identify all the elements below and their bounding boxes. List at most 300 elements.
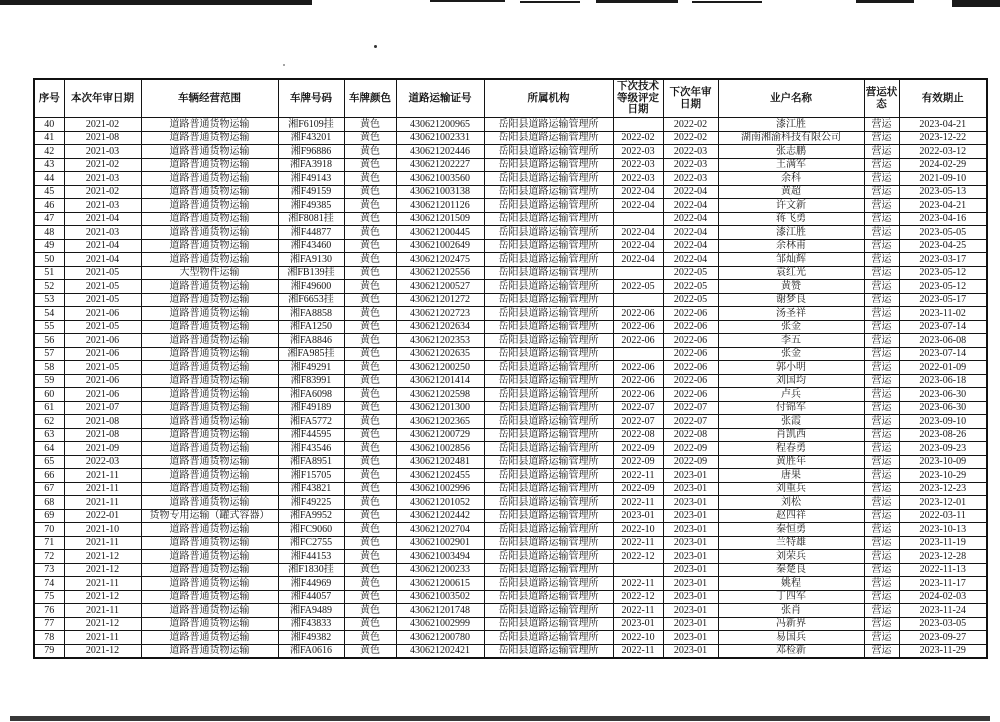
- table-cell: 道路普通货物运输: [141, 550, 278, 564]
- table-cell: 岳阳县道路运输管理所: [484, 536, 613, 550]
- table-cell: 2022-04: [663, 212, 718, 226]
- table-cell: 2022-03-12: [899, 145, 987, 159]
- table-cell: 黄色: [344, 401, 396, 415]
- table-cell: 2021-02: [64, 158, 141, 172]
- table-cell: 黄色: [344, 617, 396, 631]
- table-cell: 2022-03-11: [899, 509, 987, 523]
- table-cell: 赵四祥: [718, 509, 864, 523]
- table-cell: 湘FA8951: [278, 455, 344, 469]
- table-cell: 74: [34, 577, 64, 591]
- table-cell: 2023-11-17: [899, 577, 987, 591]
- table-cell: 2022-09: [613, 455, 663, 469]
- table-cell: 湘FA9489: [278, 604, 344, 618]
- table-cell: 湘F49159: [278, 185, 344, 199]
- table-cell: 2023-04-21: [899, 118, 987, 132]
- table-cell: 2022-07: [613, 415, 663, 429]
- table-cell: 2022-02: [663, 131, 718, 145]
- table-cell: 道路普通货物运输: [141, 307, 278, 321]
- table-cell: 2022-08: [663, 428, 718, 442]
- table-cell: [613, 266, 663, 280]
- table-cell: 2022-11: [613, 644, 663, 658]
- table-cell: 2022-03: [663, 158, 718, 172]
- table-cell: 2021-12: [64, 590, 141, 604]
- table-cell: 2022-03: [663, 145, 718, 159]
- table-cell: 营运: [864, 631, 899, 645]
- table-cell: 营运: [864, 577, 899, 591]
- table-cell: 营运: [864, 604, 899, 618]
- table-cell: 岳阳县道路运输管理所: [484, 631, 613, 645]
- table-cell: 袁红光: [718, 266, 864, 280]
- table-cell: 道路普通货物运输: [141, 388, 278, 402]
- table-cell: 李五: [718, 334, 864, 348]
- table-cell: 2022-05: [663, 280, 718, 294]
- table-cell: 黄色: [344, 226, 396, 240]
- table-cell: 2022-11: [613, 604, 663, 618]
- table-cell: 2022-06: [613, 388, 663, 402]
- table-cell: 430621201300: [396, 401, 484, 415]
- table-cell: 道路普通货物运输: [141, 361, 278, 375]
- table-row: [34, 266, 987, 280]
- table-cell: 2021-12: [64, 550, 141, 564]
- table-cell: 2023-07-14: [899, 320, 987, 334]
- table-cell: 秦楚良: [718, 563, 864, 577]
- table-cell: 卢兵: [718, 388, 864, 402]
- table-cell: 2023-01: [663, 523, 718, 537]
- table-cell: 60: [34, 388, 64, 402]
- table-cell: 黄色: [344, 523, 396, 537]
- table-cell: 430621202704: [396, 523, 484, 537]
- table-cell: 2023-01: [613, 509, 663, 523]
- table-cell: 2023-01: [613, 617, 663, 631]
- table-cell: 道路普通货物运输: [141, 482, 278, 496]
- table-cell: 道路普通货物运输: [141, 415, 278, 429]
- table-cell: 黄色: [344, 631, 396, 645]
- table-cell: 营运: [864, 455, 899, 469]
- table-cell: 430621202598: [396, 388, 484, 402]
- table-cell: 2022-02: [613, 131, 663, 145]
- table-cell: 岳阳县道路运输管理所: [484, 550, 613, 564]
- table-cell: 2023-10-13: [899, 523, 987, 537]
- table-cell: 岳阳县道路运输管理所: [484, 131, 613, 145]
- table-cell: 430621202421: [396, 644, 484, 658]
- table-cell: 2023-01: [663, 590, 718, 604]
- table-cell: 营运: [864, 199, 899, 213]
- table-cell: 430621202365: [396, 415, 484, 429]
- table-cell: 2023-01: [663, 536, 718, 550]
- table-cell: 岳阳县道路运输管理所: [484, 388, 613, 402]
- table-cell: 岳阳县道路运输管理所: [484, 118, 613, 132]
- table-row: [34, 617, 987, 631]
- table-row: [34, 469, 987, 483]
- table-cell: 岳阳县道路运输管理所: [484, 293, 613, 307]
- table-cell: 湘F49600: [278, 280, 344, 294]
- table-cell: 道路普通货物运输: [141, 604, 278, 618]
- column-header: 序号: [34, 79, 64, 118]
- table-cell: 漆江胜: [718, 226, 864, 240]
- table-cell: 430621200965: [396, 118, 484, 132]
- table-cell: 道路普通货物运输: [141, 334, 278, 348]
- table-cell: 2022-11-13: [899, 563, 987, 577]
- table-cell: 湖南湘渝科技有限公司: [718, 131, 864, 145]
- table-cell: 76: [34, 604, 64, 618]
- table-cell: 2022-03: [613, 145, 663, 159]
- table-cell: 430621201052: [396, 496, 484, 510]
- table-row: [34, 563, 987, 577]
- table-cell: 2023-09-27: [899, 631, 987, 645]
- table-cell: 黄色: [344, 253, 396, 267]
- table-row: [34, 361, 987, 375]
- table-cell: 道路普通货物运输: [141, 145, 278, 159]
- table-cell: 430621200615: [396, 577, 484, 591]
- table-cell: 张肖: [718, 604, 864, 618]
- table-cell: 道路普通货物运输: [141, 212, 278, 226]
- table-cell: 黄赞: [718, 280, 864, 294]
- table-cell: 2023-01: [663, 469, 718, 483]
- table-cell: 45: [34, 185, 64, 199]
- column-header: 车辆经营范围: [141, 79, 278, 118]
- table-cell: 2023-12-28: [899, 550, 987, 564]
- table-cell: 2022-04: [663, 239, 718, 253]
- table-row: [34, 226, 987, 240]
- table-cell: 2022-03: [613, 172, 663, 186]
- table-cell: 岳阳县道路运输管理所: [484, 158, 613, 172]
- table-cell: 湘F43546: [278, 442, 344, 456]
- table-cell: 430621002901: [396, 536, 484, 550]
- column-header: 所属机构: [484, 79, 613, 118]
- table-cell: 48: [34, 226, 64, 240]
- table-cell: 营运: [864, 226, 899, 240]
- table-cell: 2021-11: [64, 631, 141, 645]
- table-cell: 2021-11: [64, 536, 141, 550]
- table-cell: 2021-09: [64, 442, 141, 456]
- table-cell: 岳阳县道路运输管理所: [484, 442, 613, 456]
- table-cell: 营运: [864, 550, 899, 564]
- table-cell: 2023-01: [663, 631, 718, 645]
- table-cell: 大型物件运输: [141, 266, 278, 280]
- table-cell: 湘FA8846: [278, 334, 344, 348]
- table-cell: [613, 118, 663, 132]
- table-cell: 430621002996: [396, 482, 484, 496]
- table-cell: 湘FA3918: [278, 158, 344, 172]
- table-cell: 67: [34, 482, 64, 496]
- table-row: [34, 199, 987, 213]
- scan-artifact: [374, 45, 377, 48]
- table-cell: 湘FC9060: [278, 523, 344, 537]
- table-cell: 岳阳县道路运输管理所: [484, 617, 613, 631]
- table-row: [34, 523, 987, 537]
- table-cell: 黄色: [344, 455, 396, 469]
- table-cell: 59: [34, 374, 64, 388]
- table-cell: 47: [34, 212, 64, 226]
- table-cell: 2021-11: [64, 577, 141, 591]
- table-cell: 湘F49382: [278, 631, 344, 645]
- table-cell: 道路普通货物运输: [141, 280, 278, 294]
- table-cell: 道路普通货物运输: [141, 239, 278, 253]
- table-cell: 2021-12: [64, 644, 141, 658]
- table-row: [34, 401, 987, 415]
- table-cell: 2023-01: [663, 509, 718, 523]
- table-cell: 营运: [864, 293, 899, 307]
- table-cell: 营运: [864, 361, 899, 375]
- column-header: 营运状态: [864, 79, 899, 118]
- table-cell: 张霞: [718, 415, 864, 429]
- table-cell: 王满军: [718, 158, 864, 172]
- table-cell: 2021-08: [64, 131, 141, 145]
- table-cell: 漆江胜: [718, 118, 864, 132]
- table-cell: 岳阳县道路运输管理所: [484, 563, 613, 577]
- table-cell: 2022-06: [663, 388, 718, 402]
- table-row: [34, 118, 987, 132]
- table-cell: 2022-11: [613, 496, 663, 510]
- table-cell: 营运: [864, 320, 899, 334]
- table-cell: 2022-04: [613, 239, 663, 253]
- table-cell: 2023-04-21: [899, 199, 987, 213]
- table-cell: 2023-03-05: [899, 617, 987, 631]
- table-cell: 46: [34, 199, 64, 213]
- table-cell: 44: [34, 172, 64, 186]
- table-cell: 2021-02: [64, 185, 141, 199]
- table-cell: 黄色: [344, 266, 396, 280]
- table-cell: [613, 212, 663, 226]
- table-cell: 汤圣祥: [718, 307, 864, 321]
- table-cell: 道路普通货物运输: [141, 199, 278, 213]
- table-cell: 430621002999: [396, 617, 484, 631]
- table-cell: 57: [34, 347, 64, 361]
- table-cell: 黄胜年: [718, 455, 864, 469]
- table-cell: 营运: [864, 212, 899, 226]
- table-cell: 营运: [864, 185, 899, 199]
- table-cell: 2023-06-08: [899, 334, 987, 348]
- table-cell: 黄色: [344, 482, 396, 496]
- table-cell: 道路普通货物运输: [141, 118, 278, 132]
- table-row: [34, 158, 987, 172]
- table-cell: 丁四军: [718, 590, 864, 604]
- table-cell: 2024-02-29: [899, 158, 987, 172]
- table-cell: 2023-11-29: [899, 644, 987, 658]
- table-cell: 64: [34, 442, 64, 456]
- table-cell: 道路普通货物运输: [141, 577, 278, 591]
- table-cell: 湘FA0616: [278, 644, 344, 658]
- table-cell: 2022-06: [663, 334, 718, 348]
- table-cell: 岳阳县道路运输管理所: [484, 145, 613, 159]
- table-cell: 70: [34, 523, 64, 537]
- table-cell: 2021-11: [64, 482, 141, 496]
- table-cell: 2022-11: [613, 536, 663, 550]
- table-row: [34, 428, 987, 442]
- table-cell: 2023-01: [663, 550, 718, 564]
- table-cell: 岳阳县道路运输管理所: [484, 199, 613, 213]
- table-cell: 湘F49225: [278, 496, 344, 510]
- table-cell: 430621201748: [396, 604, 484, 618]
- table-cell: 湘F44153: [278, 550, 344, 564]
- table-cell: 2022-07: [613, 401, 663, 415]
- scan-artifact: [856, 0, 914, 3]
- table-cell: 2023-11-02: [899, 307, 987, 321]
- table-cell: 道路普通货物运输: [141, 496, 278, 510]
- table-cell: 湘F8081挂: [278, 212, 344, 226]
- table-row: [34, 631, 987, 645]
- table-row: [34, 577, 987, 591]
- table-cell: 2021-10: [64, 523, 141, 537]
- table-cell: 营运: [864, 334, 899, 348]
- table-cell: 营运: [864, 496, 899, 510]
- table-cell: 2021-06: [64, 347, 141, 361]
- table-cell: 430621202227: [396, 158, 484, 172]
- table-cell: 刘荣兵: [718, 550, 864, 564]
- table-cell: 2022-07: [663, 415, 718, 429]
- table-cell: 2021-04: [64, 253, 141, 267]
- table-cell: 2023-01: [663, 644, 718, 658]
- table-cell: 黄色: [344, 334, 396, 348]
- table-cell: 430621202723: [396, 307, 484, 321]
- table-cell: 营运: [864, 266, 899, 280]
- table-cell: 岳阳县道路运输管理所: [484, 307, 613, 321]
- table-cell: 营运: [864, 172, 899, 186]
- table-cell: 张志鹏: [718, 145, 864, 159]
- table-cell: 69: [34, 509, 64, 523]
- table-cell: 58: [34, 361, 64, 375]
- table-cell: 黄超: [718, 185, 864, 199]
- table-row: [34, 442, 987, 456]
- table-cell: 2022-04: [663, 226, 718, 240]
- scan-artifact: [596, 0, 678, 3]
- table-row: [34, 239, 987, 253]
- table-cell: 2022-06: [663, 320, 718, 334]
- table-cell: 黄色: [344, 388, 396, 402]
- table-cell: 道路普通货物运输: [141, 536, 278, 550]
- table-cell: 黄色: [344, 172, 396, 186]
- table-cell: 营运: [864, 482, 899, 496]
- table-cell: 430621201126: [396, 199, 484, 213]
- table-cell: 营运: [864, 428, 899, 442]
- table-row: [34, 374, 987, 388]
- table-cell: 2021-06: [64, 374, 141, 388]
- table-cell: 道路普通货物运输: [141, 469, 278, 483]
- table-cell: 430621201272: [396, 293, 484, 307]
- table-cell: 2021-03: [64, 172, 141, 186]
- table-cell: 黄色: [344, 131, 396, 145]
- table-cell: 岳阳县道路运输管理所: [484, 590, 613, 604]
- table-cell: 2022-06: [613, 307, 663, 321]
- table-cell: 黄色: [344, 590, 396, 604]
- scan-artifact: [0, 0, 312, 5]
- table-cell: 道路普通货物运输: [141, 172, 278, 186]
- table-cell: 2021-05: [64, 293, 141, 307]
- table-cell: 营运: [864, 239, 899, 253]
- table-row: [34, 388, 987, 402]
- table-cell: 2023-01: [663, 563, 718, 577]
- table-row: [34, 320, 987, 334]
- table-cell: 53: [34, 293, 64, 307]
- table-cell: 68: [34, 496, 64, 510]
- table-cell: 2021-05: [64, 280, 141, 294]
- table-cell: 营运: [864, 158, 899, 172]
- table-cell: 郭小明: [718, 361, 864, 375]
- column-header: 有效期止: [899, 79, 987, 118]
- table-cell: 2023-06-18: [899, 374, 987, 388]
- table-cell: 黄色: [344, 563, 396, 577]
- table-cell: 2022-04: [663, 199, 718, 213]
- table-cell: 56: [34, 334, 64, 348]
- table-cell: 肖凯西: [718, 428, 864, 442]
- table-cell: 岳阳县道路运输管理所: [484, 361, 613, 375]
- table-cell: 货物专用运输（罐式容器）: [141, 509, 278, 523]
- table-cell: 2022-06: [613, 320, 663, 334]
- table-cell: 岳阳县道路运输管理所: [484, 644, 613, 658]
- table-cell: 道路普通货物运输: [141, 374, 278, 388]
- table-cell: 湘F49291: [278, 361, 344, 375]
- table-cell: 2021-03: [64, 226, 141, 240]
- table-cell: 黄色: [344, 185, 396, 199]
- table-cell: 道路普通货物运输: [141, 320, 278, 334]
- table-cell: 430621003502: [396, 590, 484, 604]
- table-cell: 道路普通货物运输: [141, 563, 278, 577]
- scan-artifact: [952, 0, 1000, 7]
- table-cell: 430621200445: [396, 226, 484, 240]
- table-cell: 2023-05-12: [899, 280, 987, 294]
- table-cell: 湘FB139挂: [278, 266, 344, 280]
- table-cell: 2023-09-10: [899, 415, 987, 429]
- table-cell: 营运: [864, 388, 899, 402]
- table-cell: 黄色: [344, 577, 396, 591]
- table-cell: 2022-09: [663, 442, 718, 456]
- table-cell: 营运: [864, 131, 899, 145]
- table-cell: 2022-05: [613, 280, 663, 294]
- table-cell: 刘重兵: [718, 482, 864, 496]
- table-cell: 51: [34, 266, 64, 280]
- table-cell: 邓检新: [718, 644, 864, 658]
- table-cell: 2022-05: [663, 266, 718, 280]
- table-cell: 43: [34, 158, 64, 172]
- table-row: [34, 604, 987, 618]
- table-cell: 40: [34, 118, 64, 132]
- table-row: [34, 145, 987, 159]
- table-cell: 兰特雄: [718, 536, 864, 550]
- table-cell: 2022-04: [663, 185, 718, 199]
- table-cell: 岳阳县道路运输管理所: [484, 320, 613, 334]
- table-cell: 营运: [864, 118, 899, 132]
- table-cell: 2022-10: [613, 523, 663, 537]
- table-cell: 430621200729: [396, 428, 484, 442]
- table-cell: 2022-04: [613, 185, 663, 199]
- table-cell: 430621201414: [396, 374, 484, 388]
- table-cell: 岳阳县道路运输管理所: [484, 185, 613, 199]
- table-cell: 营运: [864, 347, 899, 361]
- table-cell: 2022-10: [613, 631, 663, 645]
- table-cell: 谢梦良: [718, 293, 864, 307]
- table-cell: 岳阳县道路运输管理所: [484, 509, 613, 523]
- table-cell: 黄色: [344, 145, 396, 159]
- table-cell: 岳阳县道路运输管理所: [484, 401, 613, 415]
- table-cell: 52: [34, 280, 64, 294]
- table-cell: 张金: [718, 320, 864, 334]
- table-cell: 道路普通货物运输: [141, 631, 278, 645]
- table-row: [34, 253, 987, 267]
- table-cell: 2021-08: [64, 428, 141, 442]
- table-cell: 430621200250: [396, 361, 484, 375]
- table-cell: 72: [34, 550, 64, 564]
- table-cell: 2023-05-05: [899, 226, 987, 240]
- column-header: 本次年审日期: [64, 79, 141, 118]
- table-cell: 岳阳县道路运输管理所: [484, 334, 613, 348]
- table-cell: 2021-06: [64, 334, 141, 348]
- table-cell: 2022-03: [64, 455, 141, 469]
- table-cell: 2022-04: [613, 199, 663, 213]
- table-cell: 湘F1830挂: [278, 563, 344, 577]
- table-cell: 2021-12: [64, 617, 141, 631]
- scan-artifact: [430, 0, 505, 2]
- column-header: 下次年审日期: [663, 79, 718, 118]
